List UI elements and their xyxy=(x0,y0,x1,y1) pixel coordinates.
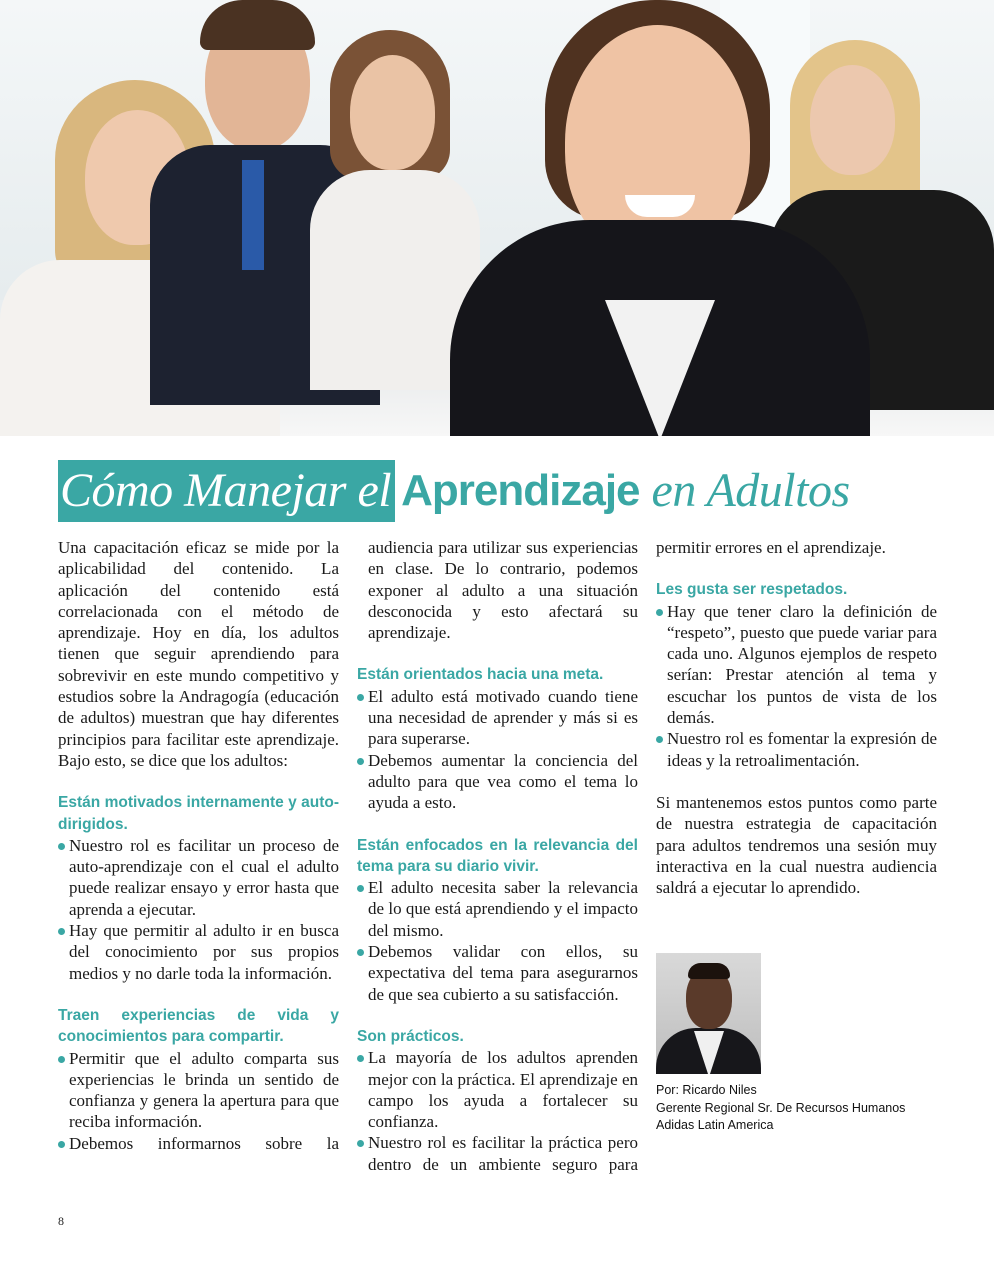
conclusion-paragraph: Si mantenemos estos puntos como parte de nuestra estrategia de capacitación para adultos tendremos una sesión muy interactiva en la cual nuestra audiencia saldrá a ejecutar lo aprendido. xyxy=(656,792,937,898)
bullet-icon xyxy=(357,694,364,701)
column-1 xyxy=(58,537,339,1154)
list-item-continuation: permitir errores en el aprendizaje. xyxy=(656,538,886,557)
bullet-list xyxy=(58,1048,339,1154)
list-item: El adulto necesita saber la relevancia de lo que está aprendiendo y el impacto del mismo. xyxy=(357,877,638,941)
column-3 xyxy=(656,537,937,898)
bullet-list xyxy=(656,601,937,771)
section-heading: Traen experiencias de vida y conocimientos para compartir. xyxy=(58,1006,339,1046)
author-role: Gerente Regional Sr. De Recursos Humanos xyxy=(656,1100,906,1115)
list-item: Hay que permitir al adulto ir en busca del conocimiento por sus propios medios y no darle toda la información. xyxy=(58,920,339,984)
bullet-icon xyxy=(656,736,663,743)
bullet-list xyxy=(357,686,638,814)
list-item: Debemos validar con ellos, su expectativa del tema para asegurarnos de que sea cubierto a su satisfacción. xyxy=(357,941,638,1005)
bullet-icon xyxy=(58,1056,65,1063)
list-item-continuation: audiencia para utilizar sus experiencias en clase. De lo contrario, podemos exponer al adulto a una situación desconocida y esto afectará su aprendizaje. xyxy=(368,538,638,643)
bullet-icon xyxy=(656,609,663,616)
title-part-highlighted: Cómo Manejar el xyxy=(58,460,395,522)
author-photo xyxy=(656,953,761,1074)
list-item: Nuestro rol es facilitar la práctica pero dentro de un ambiente seguro para xyxy=(357,1132,638,1175)
list-item: La mayoría de los adultos aprenden mejor con la práctica. El aprendizaje en campo los ayuda a fortalecer su confianza. xyxy=(357,1047,638,1132)
bullet-icon xyxy=(357,949,364,956)
bullet-list xyxy=(357,877,638,1005)
title-part-italic: en Adultos xyxy=(651,464,850,517)
bullet-list xyxy=(357,1047,638,1175)
bullet-icon xyxy=(357,758,364,765)
page-number: 8 xyxy=(58,1214,64,1228)
list-item: El adulto está motivado cuando tiene una necesidad de aprender y más si es para superarse. xyxy=(357,686,638,750)
list-item: Permitir que el adulto comparta sus experiencias le brinda un sentido de confianza y genera la apertura para que reciba información. xyxy=(58,1048,339,1133)
hero-photo xyxy=(0,0,994,436)
column-2 xyxy=(357,537,638,1175)
section-heading: Están enfocados en la relevancia del tema para su diario vivir. xyxy=(357,836,638,875)
section-heading: Son prácticos. xyxy=(357,1027,464,1045)
list-item: Debemos aumentar la conciencia del adulto para que vea como el tema lo ayuda a esto. xyxy=(357,750,638,814)
bullet-icon xyxy=(58,1141,65,1148)
section-heading: Están orientados hacia una meta. xyxy=(357,666,604,684)
article-title xyxy=(58,458,958,522)
list-item: Nuestro rol es fomentar la expresión de ideas y la retroalimentación. xyxy=(656,728,937,771)
list-item: Nuestro rol es facilitar un proceso de auto-aprendizaje con el cual el adulto puede realizar ensayo y error hasta que aprenda a ejecutar. xyxy=(58,835,339,920)
section-heading: Les gusta ser respetados. xyxy=(656,581,848,599)
bullet-icon xyxy=(58,928,65,935)
list-item: Hay que tener claro la definición de “respeto”, puesto que puede variar para cada uno. Algunos ejemplos de respeto serían: Prestar atención al tema y escuchar los puntos de vista de los demás. xyxy=(656,601,937,729)
intro-paragraph: Una capacitación eficaz se mide por la aplicabilidad del contenido. La aplicación del contenido está correlacionada con el método de aprendizaje. Hoy en día, los adultos tienen que seguir aprendiendo para sobrevivir en este mundo competitivo y estudios sobre la Andragogía (educación de adultos) muestran que hay diferentes principios para facilitar este aprendizaje. Bajo esto, se dice que los adultos: xyxy=(58,538,339,770)
author-company: Adidas Latin America xyxy=(656,1118,774,1132)
title-part-bold: Aprendizaje xyxy=(401,466,640,515)
bullet-list xyxy=(58,835,339,984)
list-item: Debemos informarnos sobre la xyxy=(58,1133,339,1154)
bullet-icon xyxy=(357,1140,364,1147)
author-byline: Por: Ricardo Niles xyxy=(656,1083,757,1097)
bullet-icon xyxy=(357,885,364,892)
bullet-icon xyxy=(357,1055,364,1062)
section-heading: Están motivados internamente y auto-dirigidos. xyxy=(58,794,339,833)
author-caption xyxy=(656,1082,956,1135)
bullet-icon xyxy=(58,843,65,850)
